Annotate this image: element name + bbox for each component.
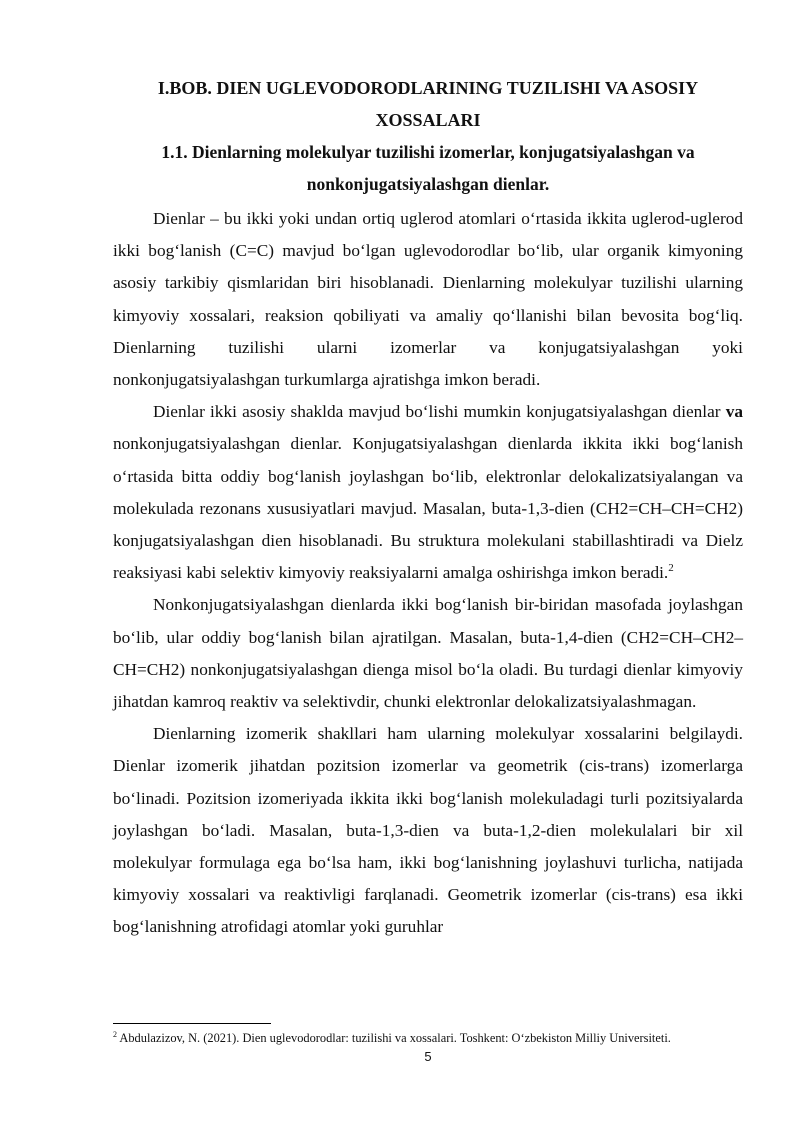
footnote-divider xyxy=(113,1023,271,1024)
footnote-marker: 2 xyxy=(113,1029,117,1039)
body-text xyxy=(113,203,743,944)
footnote-reference[interactable]: 2 xyxy=(668,562,674,575)
footnote xyxy=(113,1030,753,1046)
chapter-title: I.BOB. DIEN UGLEVODORODLARINING TUZILISHI VA ASOSIY XOSSALARI xyxy=(157,78,699,130)
paragraph-2-bold-word: va xyxy=(725,402,743,422)
paragraph-1: Dienlar – bu ikki yoki undan ortiq uglerod atomlari o‘rtasida ikkita uglerod-uglerod ikki bog‘lanish (C=C) mavjud bo‘lgan uglevodorodlar bo‘lib, ular organik kimyoning asosiy tarkibiy qismlaridan biri hisoblanadi. Dienlarning molekulyar tuzilishi ularning kimyoviy xossalari, reaksion qobiliyati va amaliy qo‘llanishi bilan bevosita bog‘liq. Dienlarning tuzilishi ularni izomerlar va konjugatsiyalashgan yoki nonkonjugatsiyalashgan turkumlarga ajratishga imkon beradi. xyxy=(113,209,743,390)
paragraph-2-part-b: nonkonjugatsiyalashgan dienlar. Konjugatsiyalashgan dienlarda ikkita ikki bog‘lanish o‘rtasida bitta oddiy bog‘lanish joylashgan bo‘lib, elektronlar delokalizatsiyalangan va molekulada rezonans xususiyatlari mavjud. Masalan, buta-1,3-dien (CH2=CH–CH=CH2) konjugatsiyalashgan dien hisoblanadi. Bu struktura molekulani stabillashtiradi va Dielz reaksiyasi kabi selektiv kimyoviy reaksiyalarni amalga oshirishga imkon beradi. xyxy=(113,434,743,583)
footnote-text: Abdulazizov, N. (2021). Dien uglevodorodlar: tuzilishi va xossalari. Toshkent: O‘zbekiston Milliy Universiteti. xyxy=(117,1031,671,1045)
paragraph-4: Dienlarning izomerik shakllari ham ularning molekulyar xossalarini belgilaydi. Dienlar izomerik jihatdan pozitsion izomerlar va geometrik (cis-trans) izomerlarga bo‘linadi. Pozitsion izomeriyada ikkita ikki bog‘lanish molekuladagi turli pozitsiyalarda joylashgan bo‘ladi. Masalan, buta-1,3-dien va buta-1,2-dien molekulalari bir xil molekulyar formulaga ega bo‘lsa ham, ikki bog‘lanishning joylashuvi turlicha, natijada kimyoviy xossalari va reaktivligi farqlanadi. Geometrik izomerlar (cis-trans) esa ikki bog‘lanishning atrofidagi atomlar yoki guruhlar xyxy=(113,724,743,937)
section-title: 1.1. Dienlarning molekulyar tuzilishi izomerlar, konjugatsiyalashgan va nonkonjugatsiyalashgan dienlar. xyxy=(161,142,695,194)
page-number: 5 xyxy=(424,1049,432,1064)
paragraph-2 xyxy=(113,396,743,589)
paragraph-2-part-a: Dienlar ikki asosiy shaklda mavjud bo‘lishi mumkin konjugatsiyalashgan dienlar xyxy=(153,402,726,422)
paragraph-3: Nonkonjugatsiyalashgan dienlarda ikki bog‘lanish bir-biridan masofada joylashgan bo‘lib, ular oddiy bog‘lanish bilan ajratilgan. Masalan, buta-1,4-dien (CH2=CH–CH2–CH=CH2) nonkonjugatsiyalashgan dienga misol bo‘la oladi. Bu turdagi dienlar kimyoviy jihatdan kamroq reaktiv va selektivdir, chunki elektronlar delokalizatsiyalashmagan. xyxy=(113,595,743,712)
